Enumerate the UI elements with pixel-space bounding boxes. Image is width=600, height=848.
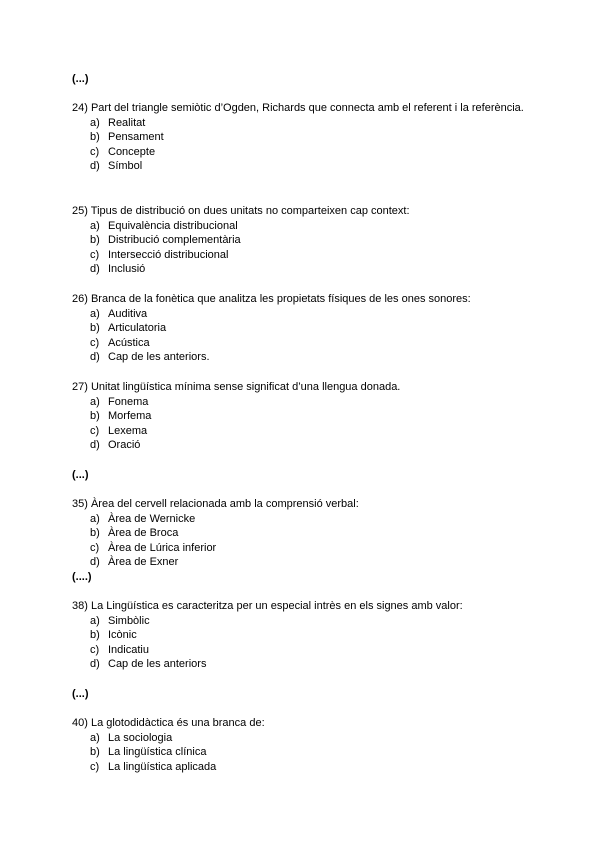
- option-letter: b): [90, 629, 100, 642]
- option-letter: a): [90, 512, 100, 525]
- option-letter: a): [90, 614, 100, 627]
- option-text: Concepte: [108, 145, 156, 158]
- option-letter: d): [90, 160, 100, 173]
- option-letter: a): [90, 219, 100, 232]
- option-letter: d): [90, 439, 100, 452]
- option-letter: a): [90, 307, 100, 320]
- option-text: Àrea de Lúrica inferior: [108, 541, 217, 554]
- option-list: [72, 512, 542, 570]
- option-letter: b): [90, 131, 100, 144]
- question-26: [72, 292, 542, 365]
- option-item: [72, 438, 542, 453]
- option-item: [72, 350, 542, 365]
- option-text: Distribució complementària: [108, 234, 241, 247]
- question-40: [72, 716, 542, 774]
- option-item: [72, 321, 542, 336]
- option-letter: a): [90, 395, 100, 408]
- option-letter: d): [90, 263, 100, 276]
- omission-marker: (...): [72, 469, 89, 481]
- question-text: 25) Tipus de distribució on dues unitats no comparteixen cap context:: [72, 205, 410, 217]
- option-text: Fonema: [108, 395, 149, 408]
- option-list: [72, 219, 542, 277]
- option-item: [72, 614, 542, 629]
- option-text: Morfema: [108, 410, 152, 423]
- option-item: [72, 116, 542, 131]
- option-list: [72, 731, 542, 775]
- option-letter: b): [90, 410, 100, 423]
- option-item: [72, 424, 542, 439]
- option-text: Realitat: [108, 116, 146, 129]
- question-text: 38) La Lingüística es caracteritza per un especial intrès en els signes amb valor:: [72, 600, 463, 612]
- question-text: 40) La glotodidàctica és una branca de:: [72, 717, 265, 729]
- option-letter: c): [90, 541, 100, 554]
- option-text: Oració: [108, 439, 141, 452]
- option-item: [72, 336, 542, 351]
- question-24: [72, 101, 542, 174]
- option-item: [72, 526, 542, 541]
- option-item: [72, 760, 542, 775]
- option-text: Pensament: [108, 131, 164, 144]
- omission-marker: (...): [72, 688, 89, 700]
- option-text: Àrea de Exner: [108, 556, 179, 569]
- option-text: Intersecció distribucional: [108, 248, 229, 261]
- option-letter: d): [90, 658, 100, 671]
- question-27: [72, 380, 542, 453]
- question-35: [72, 497, 542, 570]
- option-item: [72, 262, 542, 277]
- question-38: [72, 599, 542, 672]
- option-item: [72, 395, 542, 410]
- option-item: [72, 248, 542, 263]
- option-text: Simbòlic: [108, 614, 150, 627]
- option-letter: a): [90, 116, 100, 129]
- question-text: 26) Branca de la fonètica que analitza les propietats físiques de les ones sonores:: [72, 293, 471, 305]
- option-letter: c): [90, 248, 100, 261]
- omission-marker: (....): [72, 571, 92, 583]
- option-letter: b): [90, 527, 100, 540]
- option-text: Articulatoria: [108, 322, 167, 335]
- option-text: Cap de les anteriors.: [108, 351, 210, 364]
- option-text: Cap de les anteriors: [108, 658, 207, 671]
- option-text: Indicatiu: [108, 643, 149, 656]
- question-text: 24) Part del triangle semiòtic d’Ogden, Richards que connecta amb el referent i la referència.: [72, 102, 524, 114]
- option-letter: c): [90, 336, 100, 349]
- option-item: [72, 233, 542, 248]
- option-item: [72, 643, 542, 658]
- option-text: Símbol: [108, 160, 143, 173]
- option-item: [72, 409, 542, 424]
- option-text: Àrea de Wernicke: [108, 512, 196, 525]
- option-letter: c): [90, 424, 100, 437]
- option-text: Equivalència distribucional: [108, 219, 238, 232]
- option-item: [72, 555, 542, 570]
- option-item: [72, 159, 542, 174]
- question-25: [72, 204, 542, 277]
- option-letter: b): [90, 322, 100, 335]
- option-item: [72, 657, 542, 672]
- option-list: [72, 614, 542, 672]
- option-text: Lexema: [108, 424, 148, 437]
- option-item: [72, 731, 542, 746]
- option-item: [72, 219, 542, 234]
- option-text: Inclusió: [108, 263, 146, 276]
- option-text: Icònic: [108, 629, 137, 642]
- option-item: [72, 745, 542, 760]
- option-text: Àrea de Broca: [108, 527, 179, 540]
- option-item: [72, 628, 542, 643]
- option-letter: a): [90, 731, 100, 744]
- option-list: [72, 116, 542, 174]
- option-item: [72, 512, 542, 527]
- option-item: [72, 541, 542, 556]
- option-text: La lingüística aplicada: [108, 760, 217, 773]
- option-text: La sociologia: [108, 731, 173, 744]
- omission-marker: (...): [72, 73, 89, 85]
- option-letter: d): [90, 351, 100, 364]
- option-text: Acústica: [108, 336, 150, 349]
- option-item: [72, 130, 542, 145]
- option-letter: c): [90, 760, 100, 773]
- option-item: [72, 145, 542, 160]
- option-letter: b): [90, 234, 100, 247]
- option-list: [72, 395, 542, 453]
- option-text: La lingüística clínica: [108, 746, 207, 759]
- option-letter: d): [90, 556, 100, 569]
- option-letter: c): [90, 643, 100, 656]
- question-text: 27) Unitat lingüística mínima sense significat d’una llengua donada.: [72, 381, 401, 393]
- option-letter: b): [90, 746, 100, 759]
- option-text: Auditiva: [108, 307, 148, 320]
- question-text: 35) Àrea del cervell relacionada amb la comprensió verbal:: [72, 498, 359, 510]
- option-list: [72, 307, 542, 365]
- option-letter: c): [90, 145, 100, 158]
- option-item: [72, 307, 542, 322]
